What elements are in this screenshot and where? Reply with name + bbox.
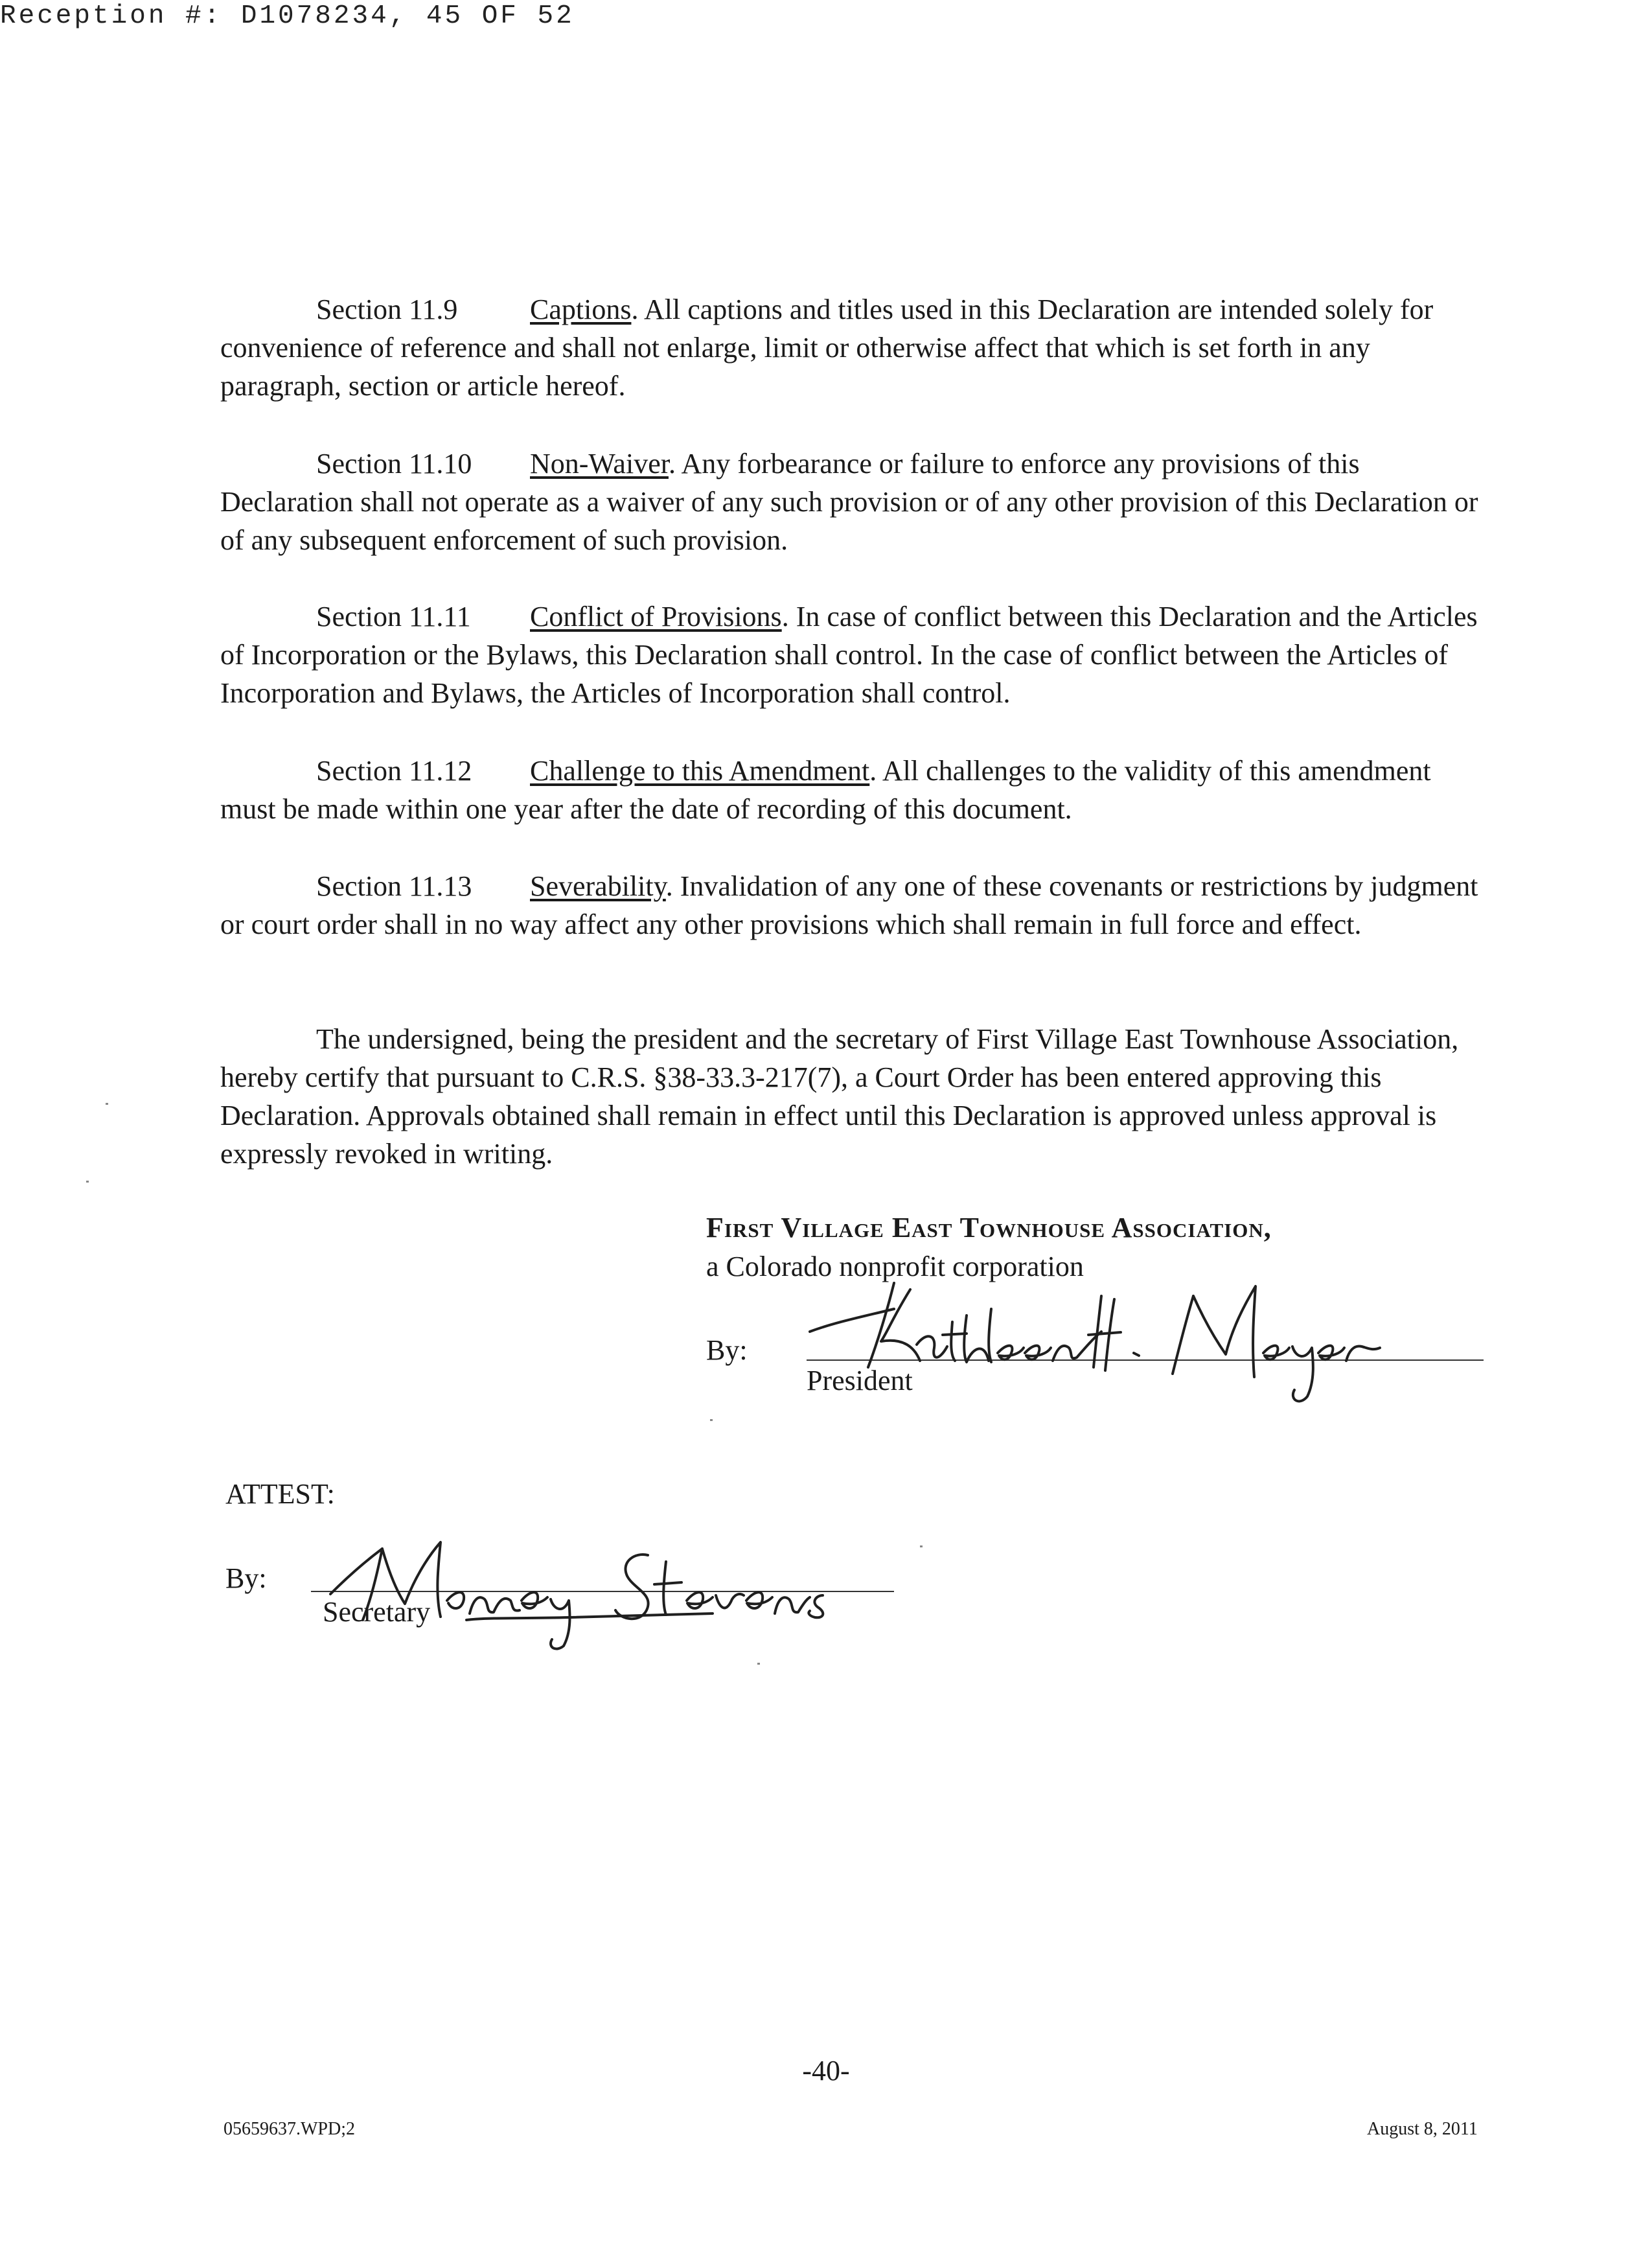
section-number: Section 11.9 — [316, 294, 458, 325]
scan-speck — [920, 1545, 923, 1547]
secretary-role-label: Secretary — [323, 1596, 431, 1628]
section-number: Section 11.12 — [316, 755, 472, 787]
section-11-11 — [220, 597, 1484, 712]
section-number: Section 11.11 — [316, 601, 471, 632]
association-name: First Village East Townhouse Association, — [706, 1212, 1272, 1243]
scan-speck — [86, 1181, 89, 1183]
section-11-12 — [220, 752, 1484, 828]
section-text: . Invalidation of any one of these covenants or restrictions by judgment or court order shall in no way affect any other provisions which shall remain in full force and effect. — [220, 870, 1478, 940]
scan-speck — [106, 1103, 108, 1105]
association-description: a Colorado nonprofit corporation — [706, 1251, 1084, 1282]
section-text: . All captions and titles used in this Declaration are intended solely for convenience of reference and shall not enlarge, limit or otherwise affect that which is set forth in any paragraph, section or article hereof. — [220, 294, 1434, 402]
certification-paragraph — [220, 1020, 1484, 1173]
page-number: -40- — [802, 2055, 850, 2087]
section-number: Section 11.10 — [316, 448, 472, 480]
scan-speck — [757, 1663, 760, 1665]
scan-speck — [710, 1419, 713, 1421]
section-title: Non-Waiver — [530, 448, 669, 480]
section-11-9 — [220, 290, 1484, 405]
document-id: 05659637.WPD;2 — [224, 2119, 355, 2139]
section-text: . Any forbearance or failure to enforce any provisions of this Declaration shall not operate as a waiver of any such provision or of any other provision of this Declaration or of any subsequent enforcement of such provision. — [220, 448, 1478, 556]
section-11-10 — [220, 445, 1484, 559]
section-text: . All challenges to the validity of this amendment must be made within one year after the date of recording of this document. — [220, 755, 1431, 825]
section-text: . In case of conflict between this Declaration and the Articles of Incorporation or the Bylaws, this Declaration shall control. In the case of conflict between the Articles of Incorporation and Bylaws, the Articles of Incorporation shall control. — [220, 601, 1478, 709]
certification-text: The undersigned, being the president and the secretary of First Village East Townhouse Association, hereby certify that pursuant to C.R.S. §38-33.3-217(7), a Court Order has been entered approving this Declaration. Approvals obtained shall remain in effect until this Declaration is approved unless approval is expressly revoked in writing. — [220, 1023, 1459, 1170]
section-11-13 — [220, 867, 1484, 943]
secretary-by-label: By: — [225, 1562, 267, 1594]
section-title: Captions — [530, 294, 632, 325]
reception-number: Reception #: D1078234, 45 OF 52 — [0, 1, 575, 31]
secretary-signature — [311, 1523, 926, 1652]
president-by-label: By: — [706, 1334, 748, 1366]
section-title: Conflict of Provisions — [530, 601, 782, 632]
section-title: Severability — [530, 870, 666, 902]
document-date: August 8, 2011 — [1367, 2119, 1478, 2139]
attest-label: ATTEST: — [225, 1478, 335, 1510]
section-title: Challenge to this Amendment — [530, 755, 870, 787]
president-role-label: President — [807, 1365, 913, 1396]
section-number: Section 11.13 — [316, 870, 472, 902]
